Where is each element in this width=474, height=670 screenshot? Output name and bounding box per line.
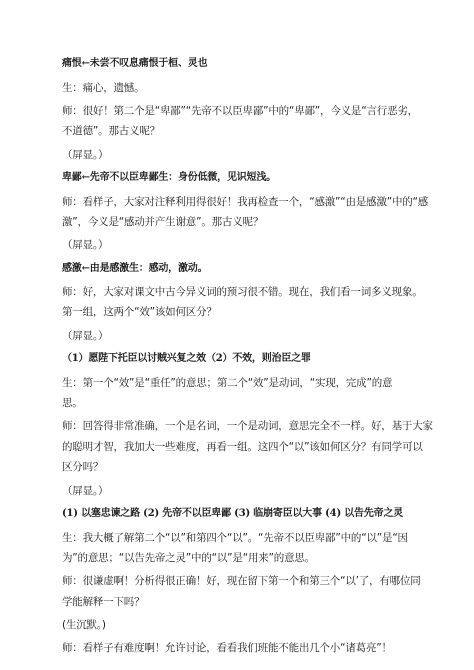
annotation-line: 感激←由是感激生：感动，激动。 [62,263,208,274]
annotation-line: 痛恨←未尝不叹息痛恨于桓、灵也 [62,58,208,69]
screen-note: （屏显。） [62,149,109,161]
dialog-line: 师：看样子有难度啊！允许讨论，看看我们班能不能出几个小“诸葛亮”！ [62,642,392,654]
dialog-line: 师：好，大家对课文中古今异义词的预习很不错。现在，我们看一词多义现象。 [62,286,423,298]
screen-note: （屏显。） [62,330,109,342]
dialog-line: 第一组，这两个“效”该如何区分？ [62,306,217,318]
dialog-line: 为”的意思；“以告先帝之灵”中的“以”是“用来”的意思。 [62,552,315,564]
dialog-line: 的聪明才智，我加大一些难度，再看一组。这四个“以”该如何区分？有同学可以 [62,441,423,453]
annotation-line: 卑鄙←先帝不以臣卑鄙生：身份低微，见识短浅。 [62,172,276,183]
screen-note: （屏显。） [62,485,109,497]
dialog-line: 学能解释一下吗？ [62,596,145,608]
dialog-line: 师：回答得非常准确，一个是名词，一个是动词，意思完全不一样。好，基于大家 [62,420,433,432]
annotation-line: （1）愿陛下托臣以讨贼兴复之效（2）不效，则治臣之罪 [62,353,311,364]
dialog-line: 生：第一个“效”是“重任”的意思；第二个“效”是动词，“实现，完成”的意 [62,377,393,389]
screen-note: （屏显。） [62,239,109,251]
dialog-line: 生：我大概了解第二个“以”和第四个“以”。“先帝不以臣卑鄙”中的“以”是“因 [62,532,408,544]
dialog-line: 生：痛心，遗憾。 [62,82,145,94]
dialog-line: 不道德”。那古义呢？ [62,125,160,137]
dialog-line: 激”，今义是“感动并产生谢意”。那古义呢？ [62,216,264,228]
screen-note: (生沉默。) [62,619,106,631]
dialog-line: 区分吗？ [62,461,104,473]
dialog-line: 思。 [62,397,83,409]
dialog-line: 师：看样子，大家对注释利用得很好！我再检查一个，“感激”“由是感激”中的“感 [62,196,429,208]
dialog-line: 师：很谦虚啊！分析得很正确！好，现在留下第一个和第三个“以’了，有哪位同 [62,575,421,587]
annotation-line: (1) 以塞忠谏之路 (2) 先帝不以臣卑鄙 (3) 临崩寄臣以大事 (4) 以告先帝之灵 [62,508,404,519]
dialog-line: 师：很好！第二个是“卑鄙”“先帝不以臣卑鄙”中的“卑鄙”，今义是“言行恶劣， [62,105,418,117]
